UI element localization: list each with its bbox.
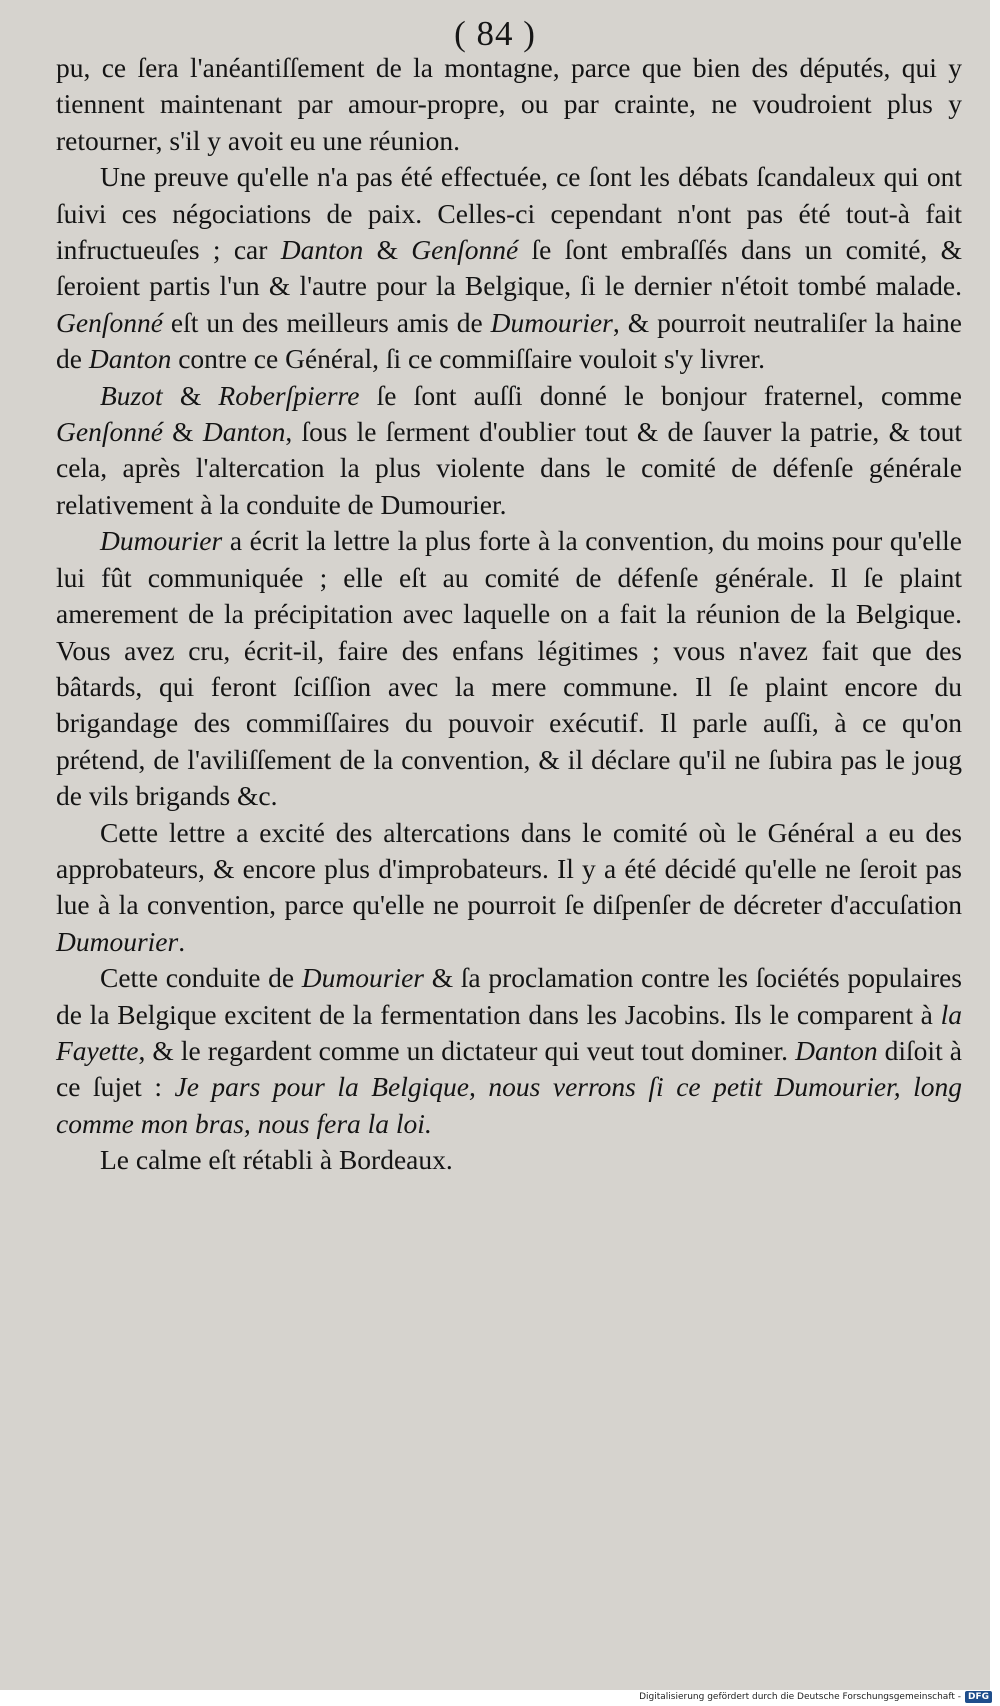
text-run: &: [162, 416, 203, 448]
paragraph: [56, 815, 962, 961]
text-run: Cette lettre a excité des altercations dans le comité où le Général a eu des approbateurs, & encore plus d'improbateurs. Il y a été décidé qu'elle ne ſeroit pas lue à la convention, parce qu'elle ne pourroit ſe diſpenſer de décreter d'accuſation: [56, 816, 962, 921]
paragraph: [56, 50, 962, 159]
italic-text: Dumourier: [100, 525, 223, 557]
paragraph: [56, 960, 962, 1142]
italic-text: Je pars pour la Belgique, nous verrons ſi ce petit Dumourier, long comme mon bras, nous fera la loi.: [56, 1071, 962, 1139]
text-run: pu, ce ſera l'anéantiſſement de la montagne, parce que bien des députés, qui y tiennent maintenant par amour-propre, ou par crainte, ne voudroient plus y retourner, s'il y avoit eu une réunion.: [56, 52, 962, 156]
italic-text: Genſonné: [56, 306, 163, 338]
text-run: ſe ſont embraſſés dans un comité, & ſeroient partis l'un & l'autre pour la Belgique, ſi le dernier n'étoit tombé malade.: [56, 234, 963, 302]
italic-text: la Fayette: [56, 998, 962, 1066]
paragraph: [56, 159, 962, 377]
italic-text: Dumourier: [490, 306, 613, 338]
italic-text: Roberſpierre: [218, 379, 360, 411]
text-run: diſoit à ce ſujet :: [56, 1034, 962, 1103]
text-run: ſe ſont auſſi donné le bonjour fraternel, comme: [359, 379, 962, 411]
text-run: &: [363, 234, 412, 266]
italic-text: Genſonné: [411, 234, 519, 266]
text-run: & ſa proclamation contre les ſociétés populaires de la Belgique excitent de la fermentation dans les Jacobins. Ils le comparent à: [56, 962, 963, 1030]
italic-text: Danton: [202, 416, 286, 448]
italic-text: Dumourier: [56, 925, 179, 957]
text-run: &: [162, 379, 219, 411]
footer: [639, 1690, 992, 1704]
text-run: Cette conduite de: [100, 962, 302, 994]
body-text: [56, 50, 962, 1179]
text-run: a écrit la lettre la plus forte à la convention, du moins pour qu'elle lui fût communiquée ; elle eſt au comité de défenſe générale. Il ſe plaint amerement de la précipitation avec laquelle on a fait la réunion de la Belgique. Vous avez cru, écrit-il, faire des enfans légitimes ; vous n'avez fait que des bâtards, qui feront ſciſſion avec la mere commune. Il ſe plaint encore du brigandage des commiſſaires du pouvoir exécutif. Il parle auſſi, à ce qu'on prétend, de l'aviliſſement de la convention, & il déclare qu'il ne ſubira pas le joug de vils brigands &c.: [56, 525, 962, 812]
text-run: , & pourroit neutraliſer la haine de: [56, 306, 962, 375]
paragraph: [56, 378, 962, 524]
text-run: , & le regardent comme un dictateur qui veut tout dominer.: [138, 1034, 796, 1066]
italic-text: Dumourier: [301, 962, 425, 994]
text-run: contre ce Général, ſi ce commiſſaire vouloit s'y livrer.: [171, 343, 766, 375]
dfg-logo: DFG: [965, 1691, 992, 1703]
italic-text: Danton: [795, 1034, 878, 1066]
text-run: , ſous le ſerment d'oublier tout & de ſauver la patrie, & tout cela, après l'altercation la plus violente dans le comité de défenſe générale relativement à la conduite de Dumourier.: [56, 416, 963, 520]
page-number: ( 84 ): [454, 14, 536, 53]
text-run: .: [178, 925, 186, 957]
paragraph: [56, 523, 962, 814]
italic-text: Buzot: [100, 379, 163, 411]
paragraph: [56, 1142, 962, 1178]
text-run: Une preuve qu'elle n'a pas été effectuée, ce ſont les débats ſcandaleux qui ont ſuivi ces négociations de paix. Celles-ci cependant n'ont pas été tout-à fait infructueuſes ; car: [56, 161, 962, 266]
italic-text: Genſonné: [56, 416, 163, 448]
italic-text: Danton: [280, 234, 364, 266]
text-run: eſt un des meilleurs amis de: [162, 306, 491, 338]
italic-text: Danton: [88, 343, 172, 375]
footer-text: Digitalisierung gefördert durch die Deutsche Forschungsgemeinschaft -: [639, 1692, 961, 1702]
text-run: Le calme eſt rétabli à Bordeaux.: [100, 1144, 453, 1176]
